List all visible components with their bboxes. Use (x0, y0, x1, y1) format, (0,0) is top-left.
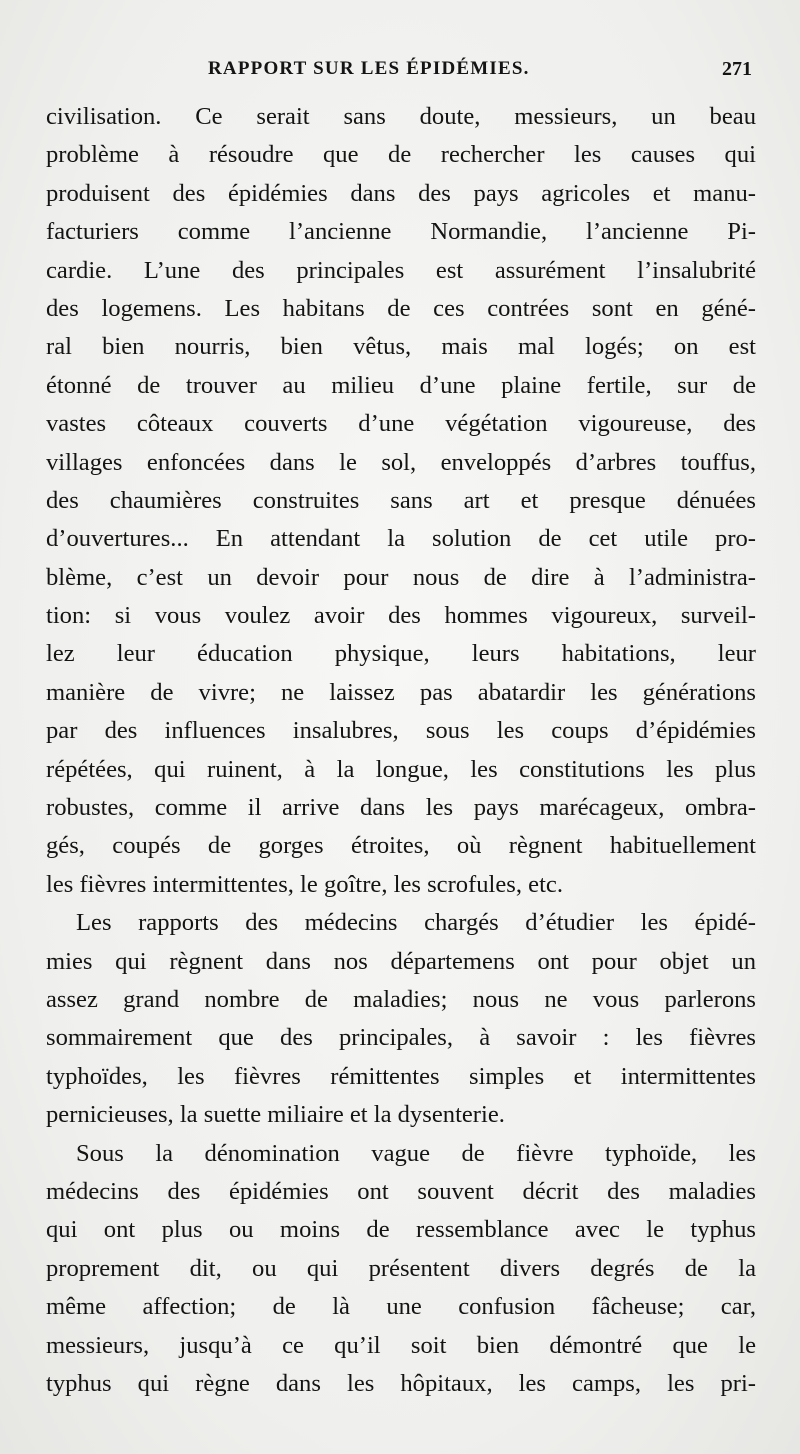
text-line: gés, coupés de gorges étroites, où règnent habituellement (46, 832, 756, 860)
text-line: pernicieuses, la suette miliaire et la dysenterie. (46, 1101, 505, 1129)
running-title: RAPPORT SUR LES ÉPIDÉMIES. (208, 58, 530, 79)
text-line: étonné de trouver au milieu d’une plaine fertile, sur de (46, 371, 756, 399)
text-line: ral bien nourris, bien vêtus, mais mal logés; on est (46, 333, 756, 361)
text-line: assez grand nombre de maladies; nous ne vous parlerons (46, 985, 756, 1013)
text-line: les fièvres intermittentes, le goître, les scrofules, etc. (46, 870, 563, 898)
text-line: robustes, comme il arrive dans les pays marécageux, ombra- (46, 794, 756, 822)
text-line: vastes côteaux couverts d’une végétation vigoureuse, des (46, 410, 756, 438)
text-line: facturiers comme l’ancienne Normandie, l’ancienne Pi- (46, 218, 756, 246)
paragraph-first-line: Les rapports des médecins chargés d’étudier les épidé- (76, 909, 756, 937)
text-line: des chaumières construites sans art et presque dénuées (46, 486, 756, 514)
text-line: tion: si vous voulez avoir des hommes vigoureux, surveil- (46, 602, 756, 630)
text-line: par des influences insalubres, sous les coups d’épidémies (46, 717, 756, 745)
text-line: sommairement que des principales, à savoir : les fièvres (46, 1024, 756, 1052)
text-line: proprement dit, ou qui présentent divers degrés de la (46, 1254, 756, 1282)
text-line: civilisation. Ce serait sans doute, messieurs, un beau (46, 103, 756, 130)
text-line: cardie. L’une des principales est assurément l’insalubrité (46, 256, 756, 284)
text-line: lez leur éducation physique, leurs habitations, leur (46, 640, 756, 668)
text-line: des logemens. Les habitans de ces contrées sont en géné- (46, 294, 756, 322)
text-line: même affection; de là une confusion fâcheuse; car, (46, 1293, 756, 1321)
text-line: d’ouvertures... En attendant la solution de cet utile pro- (46, 525, 756, 553)
text-line: répétées, qui ruinent, à la longue, les constitutions les plus (46, 755, 756, 783)
text-line: manière de vivre; ne laissez pas abatardir les générations (46, 678, 756, 706)
body-text (46, 98, 756, 1403)
paragraph-first-line: Sous la dénomination vague de fièvre typhoïde, les (76, 1139, 756, 1167)
text-line: blème, c’est un devoir pour nous de dire à l’administra- (46, 563, 756, 591)
page-number: 271 (722, 58, 752, 80)
text-line: villages enfoncées dans le sol, enveloppés d’arbres touffus, (46, 448, 756, 476)
text-line: qui ont plus ou moins de ressemblance avec le typhus (46, 1216, 756, 1244)
text-line: médecins des épidémies ont souvent décrit des maladies (46, 1177, 756, 1205)
text-line: typhoïdes, les fièvres rémittentes simples et intermittentes (46, 1062, 756, 1090)
text-line: problème à résoudre que de rechercher les causes qui (46, 141, 756, 169)
text-line: typhus qui règne dans les hôpitaux, les camps, les pri- (46, 1369, 756, 1397)
text-line: produisent des épidémies dans des pays agricoles et manu- (46, 179, 756, 207)
text-line: mies qui règnent dans nos départemens ont pour objet un (46, 947, 756, 975)
running-head (48, 58, 752, 88)
text-line: messieurs, jusqu’à ce qu’il soit bien démontré que le (46, 1331, 756, 1359)
